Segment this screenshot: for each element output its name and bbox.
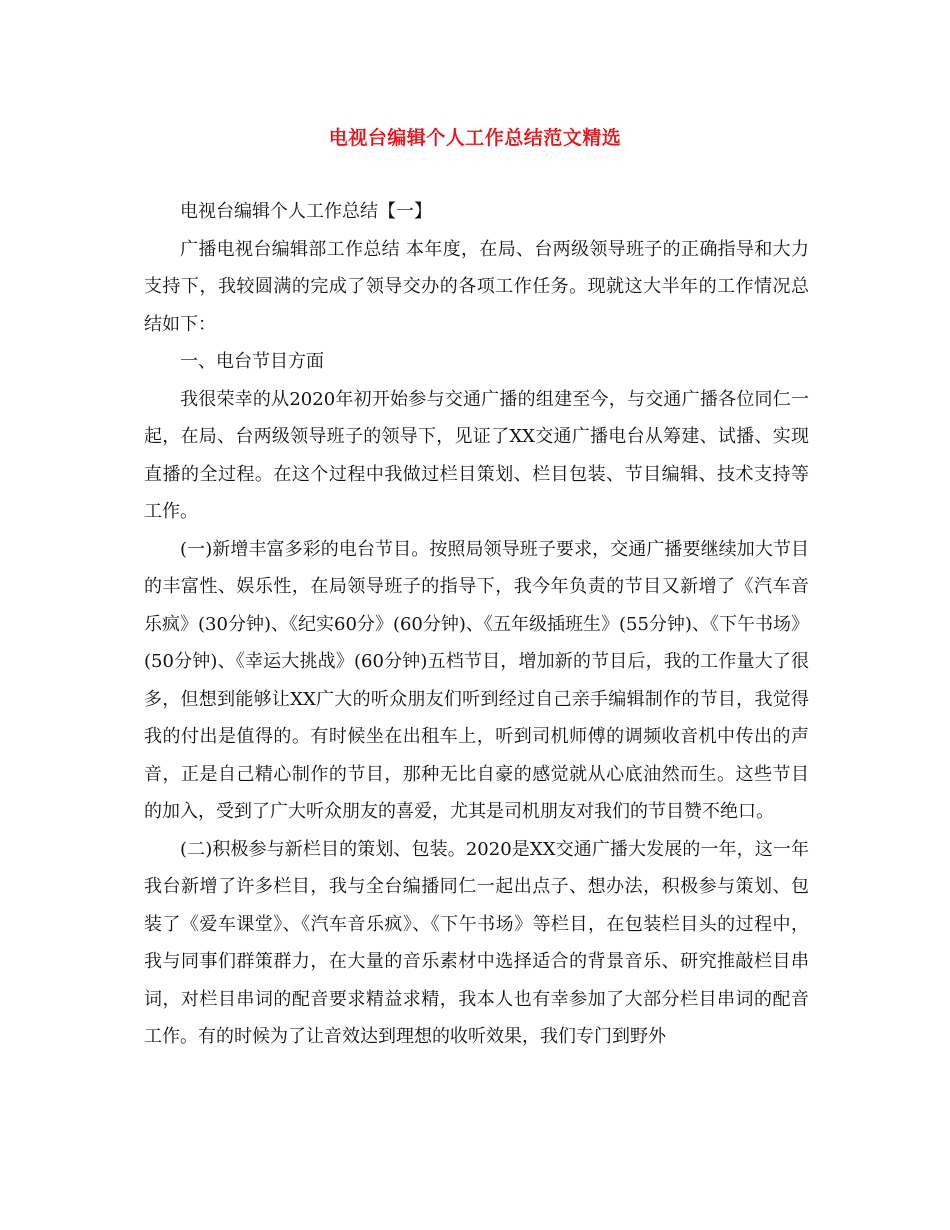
paragraph: (一)新增丰富多彩的电台节目。按照局领导班子要求，交通广播要继续加大节目的丰富性、娱乐性，在局领导班子的指导下，我今年负责的节目又新增了《汽车音乐疯》(30分钟)、《纪实60分》(60分钟)、《五年级插班生》(55分钟)、《下午书场》(50分钟)、《幸运大挑战》(60分钟)五档节目，增加新的节目后，我的工作量大了很多，但想到能够让XX广大的听众朋友们听到经过自己亲手编辑制作的节目，我觉得我的付出是值得的。有时候坐在出租车上，听到司机师傅的调频收音机中传出的声音，正是自己精心制作的节目，那种无比自豪的感觉就从心底油然而生。这些节目的加入，受到了广大听众朋友的喜爱，尤其是司机朋友对我们的节目赞不绝口。 (144, 538, 809, 822)
paragraph: 我很荣幸的从2020年初开始参与交通广播的组建至今，与交通广播各位同仁一起，在局、台两级领导班子的领导下，见证了XX交通广播电台从筹建、试播、实现直播的全过程。在这个过程中我做过栏目策划、栏目包装、节目编辑、技术支持等工作。 (144, 388, 809, 522)
paragraph: (二)积极参与新栏目的策划、包装。2020是XX交通广播大发展的一年，这一年我台新增了许多栏目，我与全台编播同仁一起出点子、想办法，积极参与策划、包装了《爱车课堂》、《汽车音乐疯》、《下午书场》等栏目，在包装栏目头的过程中，我与同事们群策群力，在大量的音乐素材中选择适合的背景音乐、研究推敲栏目串词，对栏目串词的配音要求精益求精，我本人也有幸参加了大部分栏目串词的配音工作。有的时候为了让音效达到理想的收听效果，我们专门到野外 (144, 838, 809, 1047)
section-heading: 电视台编辑个人工作总结【一】 (180, 201, 432, 222)
section-heading: 一、电台节目方面 (180, 351, 324, 372)
paragraph: 广播电视台编辑部工作总结 本年度，在局、台两级领导班子的正确指导和大力支持下，我较圆满的完成了领导交办的各项工作任务。现就这大半年的工作情况总结如下： (144, 238, 809, 335)
document-title: 电视台编辑个人工作总结范文精选 (328, 127, 622, 149)
document-body (144, 193, 809, 1056)
